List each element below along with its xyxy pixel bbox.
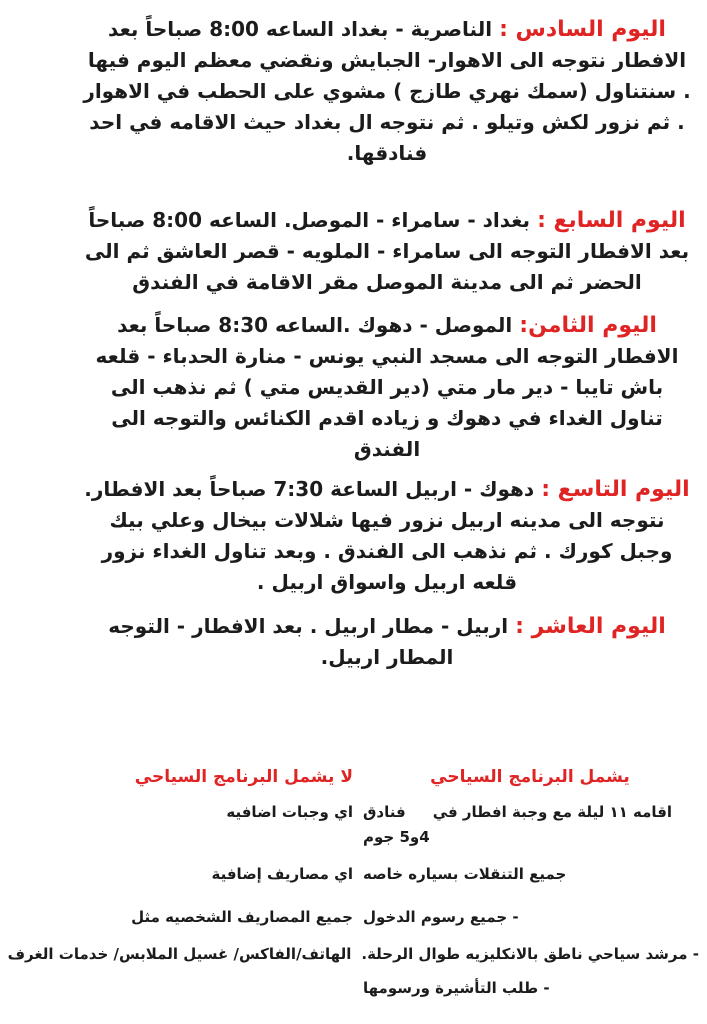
- day-7-label: اليوم السابع :: [537, 208, 686, 233]
- excludes-item-extra-expenses: اي مصاريف إضافية: [211, 865, 353, 883]
- day-10-text: اربيل - مطار اربيل . بعد الافطار - التوجه المطار اربيل.: [108, 614, 509, 669]
- includes-item-accommodation: [353, 800, 707, 850]
- table-row: [0, 905, 707, 930]
- table-row: [0, 800, 707, 850]
- excludes-item-personal-expenses: جميع المصاريف الشخصيه مثل: [131, 908, 353, 926]
- table-header-row: [0, 765, 707, 790]
- includes-header: يشمل البرنامج السياحي: [430, 767, 630, 787]
- program-includes-table: [0, 765, 707, 1001]
- excludes-header: لا يشمل البرنامج السياحي: [134, 767, 353, 787]
- day-8-label: اليوم الثامن:: [519, 313, 657, 338]
- itinerary-day-7: [81, 205, 693, 298]
- table-row-combined: [0, 942, 707, 967]
- day-6-label: اليوم السادس :: [499, 17, 666, 42]
- itinerary-day-8: [81, 310, 693, 465]
- excludes-item-phone-laundry: الهاتف/الفاكس/ غسيل الملابس/ خدمات الغرف: [7, 945, 352, 963]
- itinerary-document: [81, 0, 693, 673]
- itinerary-day-9: [81, 474, 693, 598]
- day-6-text: الناصرية - بغداد الساعه 8:00 صباحاً بعد الافطار نتوجه الى الاهوار- الجبايش ونقضي معظم اليوم فيها . سنتناول (سمك نهري طازج ) مشوي على الحطب في الاهوار . ثم نزور لكش وتيلو . ثم نتوجه ال بغداد حيث الاقامه في احد فنادقها.: [83, 17, 691, 165]
- includes-item-visa: - طلب التأشيرة ورسومها: [363, 979, 550, 997]
- includes-accommodation-line-1: اقامه ١١ ليلة مع وجبة افطار فيفنادق: [363, 803, 673, 821]
- includes-item-transport: جميع التنقلات بسياره خاصه: [363, 865, 567, 883]
- table-row: [0, 862, 707, 887]
- itinerary-day-10: [81, 611, 693, 673]
- day-8-text: الموصل - دهوك .الساعه 8:30 صباحاً بعد الافطار التوجه الى مسجد النبي يونس - منارة الحدباء - قلعه باش تايبا - دير مار متي (دير القديس متي ) ثم نذهب الى تناول الغداء في دهوك و زياده اقدم الكنائس والتوجه الى الفندق: [95, 313, 679, 461]
- includes-accommodation-line-2: 4و5 جوم: [363, 828, 430, 846]
- day-7-text: بغداد - سامراء - الموصل. الساعه 8:00 صباحاً بعد الافطار التوجه الى سامراء - الملويه - قصر العاشق ثم الى الحضر ثم الى مدينة الموصل مقر الاقامة في الفندق: [84, 208, 690, 294]
- table-row: [0, 976, 707, 1001]
- day-9-label: اليوم التاسع :: [541, 477, 690, 502]
- itinerary-day-6: [81, 0, 693, 169]
- includes-item-entry-fees: - جميع رسوم الدخول: [363, 908, 519, 926]
- includes-item-guide: - مرشد سياحي ناطق بالانكليزيه طوال الرحلة.: [361, 945, 699, 963]
- empty-cell: [0, 976, 353, 1001]
- day-9-text: دهوك - اربيل الساعة 7:30 صباحاً بعد الافطار. نتوجه الى مدينه اربيل نزور فيها شلالات بيخال وعلي بيك وجبل كورك . ثم نذهب الى الفندق . وبعد تناول الغداء نزور قلعه اربيل واسواق اربيل .: [84, 477, 673, 594]
- excludes-item-extra-meals: اي وجبات اضافيه: [226, 803, 353, 821]
- day-10-label: اليوم العاشر :: [515, 614, 666, 639]
